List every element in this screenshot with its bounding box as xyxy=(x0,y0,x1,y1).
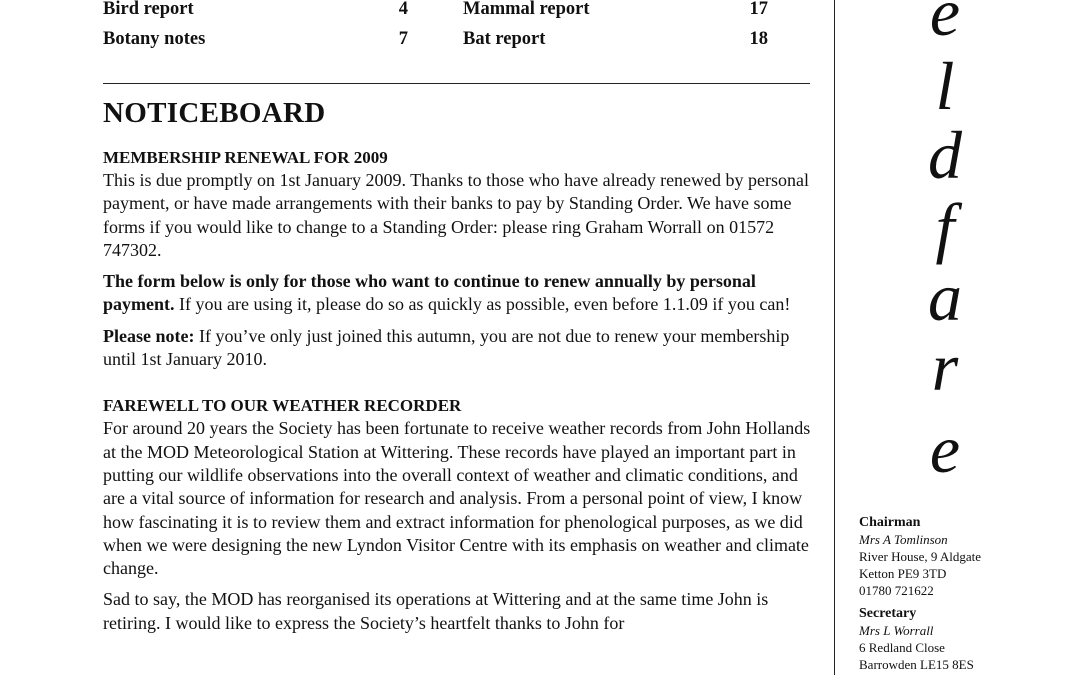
officers-sidebar xyxy=(859,514,1059,673)
membership-note-paragraph xyxy=(103,325,815,372)
weather-paragraph: For around 20 years the Society has been fortunate to receive weather records from John Hollands at the MOD Meteorological Station at Wittering. These records have played an important part in putting our wildlife observations into the overall context of weather and climatic conditions, and are a vital source of information for research and analysis. From a personal point of view, I know how fascinating it is to review them and extract information for phenological purposes, as we did when we were designing the new Lyndon Visitor Centre with its emphasis on weather and climate change. xyxy=(103,418,811,579)
membership-form-paragraph xyxy=(103,270,815,317)
masthead-letter: e xyxy=(929,411,961,487)
chairman-phone: 01780 721622 xyxy=(859,583,934,598)
chairman-address: River House, 9 Aldgate xyxy=(859,549,982,564)
note-text: If you’ve only just joined this autumn, you are not due to renew your membership until 1st January 2010. xyxy=(103,325,790,370)
masthead-letter: e xyxy=(929,0,961,50)
contents-divider xyxy=(103,83,810,84)
secretary-address: Barrowden LE15 8ES xyxy=(859,657,974,672)
contents-table xyxy=(103,0,810,54)
contents-page: 4 xyxy=(398,0,408,19)
weather-paragraph-2: Sad to say, the MOD has reorganised its operations at Wittering and at the same time John is retiring. I would like to express the Society’s heartfelt thanks to John for xyxy=(103,589,769,633)
masthead-letter: f xyxy=(935,189,955,265)
masthead-letter: a xyxy=(928,259,962,335)
column-divider xyxy=(834,0,835,675)
secretary-role: Secretary xyxy=(859,606,917,621)
secretary-address: 6 Redland Close xyxy=(859,640,945,655)
contents-title: Bird report xyxy=(103,0,194,19)
note-label: Please note: xyxy=(103,325,195,346)
masthead-letter: l xyxy=(935,48,955,124)
membership-form-emphasis: The form below is only for those who want to continue to renew annually by personal payment. xyxy=(103,271,756,315)
contents-page: 17 xyxy=(749,0,768,19)
weather-heading: FAREWELL TO OUR WEATHER RECORDER xyxy=(103,396,462,416)
contents-row xyxy=(103,0,810,24)
chairman-role: Chairman xyxy=(859,515,921,530)
membership-form-text: If you are using it, please do so as quickly as possible, even before 1.1.09 if you can! xyxy=(174,294,791,315)
contents-page: 18 xyxy=(749,29,768,49)
contents-title: Mammal report xyxy=(463,0,590,19)
noticeboard-section xyxy=(103,96,815,635)
masthead-letter: d xyxy=(928,117,962,193)
secretary-name: Mrs L Worrall xyxy=(859,623,934,638)
chairman-address: Ketton PE9 3TD xyxy=(859,566,947,581)
chairman-name: Mrs A Tomlinson xyxy=(859,532,948,547)
contents-page: 7 xyxy=(398,29,408,49)
section-title: NOTICEBOARD xyxy=(103,97,326,129)
contents-title: Bat report xyxy=(463,29,546,49)
contents-row xyxy=(103,24,810,54)
masthead-letter: r xyxy=(931,329,959,405)
contents-title: Botany notes xyxy=(103,29,206,49)
membership-heading: MEMBERSHIP RENEWAL FOR 2009 xyxy=(103,148,388,167)
membership-paragraph: This is due promptly on 1st January 2009. Thanks to those who have already renewed by personal payment, or have made arrangements with their banks to pay by Standing Order. We have some forms if you would like to change to a Standing Order: please ring Graham Worrall on 01572 747302. xyxy=(103,170,810,260)
